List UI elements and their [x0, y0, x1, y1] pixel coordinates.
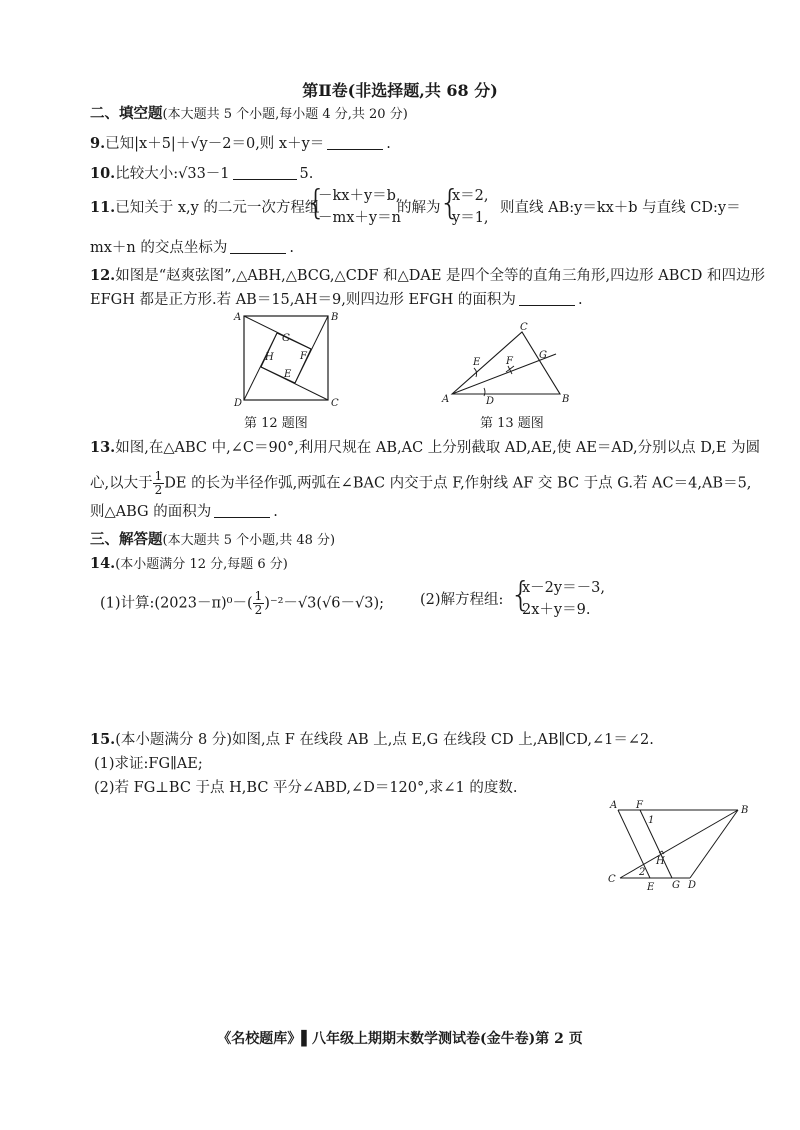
question-text-end: .: [289, 240, 294, 256]
label-g: G: [539, 350, 547, 361]
solution-1: x＝2,: [452, 188, 489, 204]
question-number: 11.: [90, 199, 116, 216]
question-text: 比较大小:√33－1: [115, 166, 230, 182]
question-12-line2: [90, 290, 583, 310]
label-d: D: [234, 398, 243, 408]
solution-2: y＝1,: [452, 210, 489, 226]
answer-blank: [233, 165, 297, 180]
question-13-line3: [90, 502, 278, 522]
section-two-title: 二、填空题: [90, 105, 163, 122]
equation-2: －mx＋y＝n: [318, 210, 401, 226]
question-text: mx＋n 的交点坐标为: [90, 240, 228, 256]
system-brace: {: [305, 183, 327, 223]
label-b: B: [562, 394, 570, 405]
question-text-end: .: [273, 504, 278, 520]
label-d: D: [486, 396, 495, 406]
question-12-line1: [90, 266, 765, 286]
answer-blank: [230, 239, 286, 254]
label-b: B: [331, 312, 339, 323]
equation-2: 2x＋y＝9.: [522, 602, 591, 618]
question-14-part2: (2)解方程组:: [420, 592, 504, 608]
page-title: 第Ⅱ卷(非选择题,共 68 分): [302, 81, 498, 100]
question-14-header: [90, 554, 288, 575]
question-11-line2: [90, 238, 294, 258]
question-text-end: 5.: [299, 166, 314, 182]
section-two-note: (本大题共 5 个小题,每小题 4 分,共 20 分): [162, 107, 408, 122]
label-one: 1: [648, 815, 655, 826]
question-14-part1: [100, 590, 384, 617]
label-b: B: [741, 805, 749, 816]
question-9: [90, 134, 391, 154]
question-11-intro: [90, 198, 319, 218]
equation-1: －kx＋y＝b,: [318, 188, 401, 204]
question-text: (本小题满分 8 分)如图,点 F 在线段 AB 上,点 E,G 在线段 CD 上,AB∥CD,∠1＝∠2.: [115, 732, 654, 748]
question-15-line1: [90, 730, 654, 750]
segment-bc: [620, 810, 738, 878]
question-number: 15.: [90, 731, 116, 748]
question-text: EFGH 都是正方形.若 AB＝15,AH＝9,则四边形 EFGH 的面积为: [90, 292, 516, 308]
arc-e: [474, 368, 477, 377]
question-text: 如图是“赵爽弦图”,△ABH,△BCG,△CDF 和△DAE 是四个全等的直角三角形,四边形 ABCD 和四边形: [115, 268, 765, 284]
label-e: E: [284, 369, 292, 380]
paren-open: (: [246, 595, 253, 612]
section-three-heading: [90, 530, 335, 551]
fraction-one-half: [253, 590, 265, 617]
question-text-end: .: [577, 292, 583, 308]
question-10: [90, 164, 313, 184]
question-15-part1: (1)求证:FG∥AE;: [94, 756, 203, 772]
label-f: F: [300, 351, 307, 362]
paren-close: ): [264, 595, 270, 612]
question-text: 的解为: [397, 200, 441, 216]
figure-12-caption: 第 12 题图: [244, 416, 308, 431]
figure-12-diagram: [230, 308, 340, 408]
fraction-numerator: 1: [154, 469, 163, 483]
page-footer: 《名校题库》▌八年级上期期末数学测试卷(金牛卷)第 2 页: [217, 1031, 583, 1047]
outer-square: [244, 316, 328, 400]
question-number: 12.: [90, 267, 116, 284]
question-15-part2: (2)若 FG⊥BC 于点 H,BC 平分∠ABD,∠D＝120°,求∠1 的度数.: [94, 780, 518, 796]
figure-13-caption: 第 13 题图: [480, 416, 544, 431]
solution-brace: {: [439, 183, 461, 223]
figure-13-diagram: [440, 322, 580, 406]
answer-blank: [519, 291, 575, 306]
question-text-end: .: [386, 136, 391, 152]
question-number: 14.: [90, 555, 116, 572]
fraction-one-half: [153, 470, 165, 497]
question-text: DE 的长为半径作弧,两弧在∠BAC 内交于点 F,作射线 AF 交 BC 于点 G.若 AC＝4,AB＝5,: [164, 475, 752, 492]
question-number: 13.: [90, 439, 116, 456]
label-h: H: [656, 856, 665, 867]
label-d: D: [688, 880, 697, 891]
fraction-numerator: 1: [254, 589, 263, 603]
section-two-heading: [90, 104, 408, 125]
part-text: ⁻²－√3(√6－√3);: [269, 595, 385, 612]
label-h: H: [265, 352, 274, 363]
section-three-title: 三、解答题: [90, 531, 163, 548]
label-two: 2: [639, 867, 646, 878]
question-text: 如图,在△ABC 中,∠C＝90°,利用尺规在 AB,AC 上分别截取 AD,AE,使 AE＝AD,分别以点 D,E 为圆: [115, 440, 761, 456]
label-c: C: [608, 874, 616, 885]
label-f: F: [636, 800, 643, 811]
label-f: F: [506, 356, 513, 367]
label-a: A: [234, 312, 242, 323]
answer-blank: [214, 503, 270, 518]
question-text: 心,以大于: [90, 475, 153, 492]
label-e: E: [473, 357, 481, 368]
label-c: C: [331, 398, 339, 408]
question-number: 9.: [90, 135, 106, 152]
fraction-denominator: 2: [254, 603, 263, 617]
label-e: E: [647, 882, 655, 893]
label-c: C: [520, 322, 528, 333]
figure-15-diagram: [602, 798, 752, 894]
section-three-note: (本大题共 5 个小题,共 48 分): [162, 533, 336, 548]
fraction-denominator: 2: [154, 483, 163, 497]
answer-blank: [327, 135, 383, 150]
system-brace: {: [510, 575, 532, 615]
question-number: 10.: [90, 165, 116, 182]
question-text: 则△ABG 的面积为: [90, 504, 212, 520]
question-text: 已知关于 x,y 的二元一次方程组: [115, 200, 320, 216]
part-text: (1)计算:(2023－π)⁰－: [100, 595, 247, 612]
label-a: A: [442, 394, 450, 405]
question-text: 已知|x＋5|＋√y－2＝0,则 x＋y＝: [105, 136, 325, 152]
label-g: G: [672, 880, 680, 891]
label-a: A: [610, 800, 618, 811]
arc-d: [484, 388, 485, 396]
question-note: (本小题满分 12 分,每题 6 分): [115, 557, 288, 572]
segment-bd: [690, 810, 738, 878]
equation-1: x－2y＝－3,: [522, 580, 605, 596]
question-13-line2: [90, 470, 751, 497]
question-text: 则直线 AB:y＝kx＋b 与直线 CD:y＝: [500, 200, 741, 216]
question-13-line1: [90, 438, 760, 458]
label-g: G: [282, 333, 290, 344]
